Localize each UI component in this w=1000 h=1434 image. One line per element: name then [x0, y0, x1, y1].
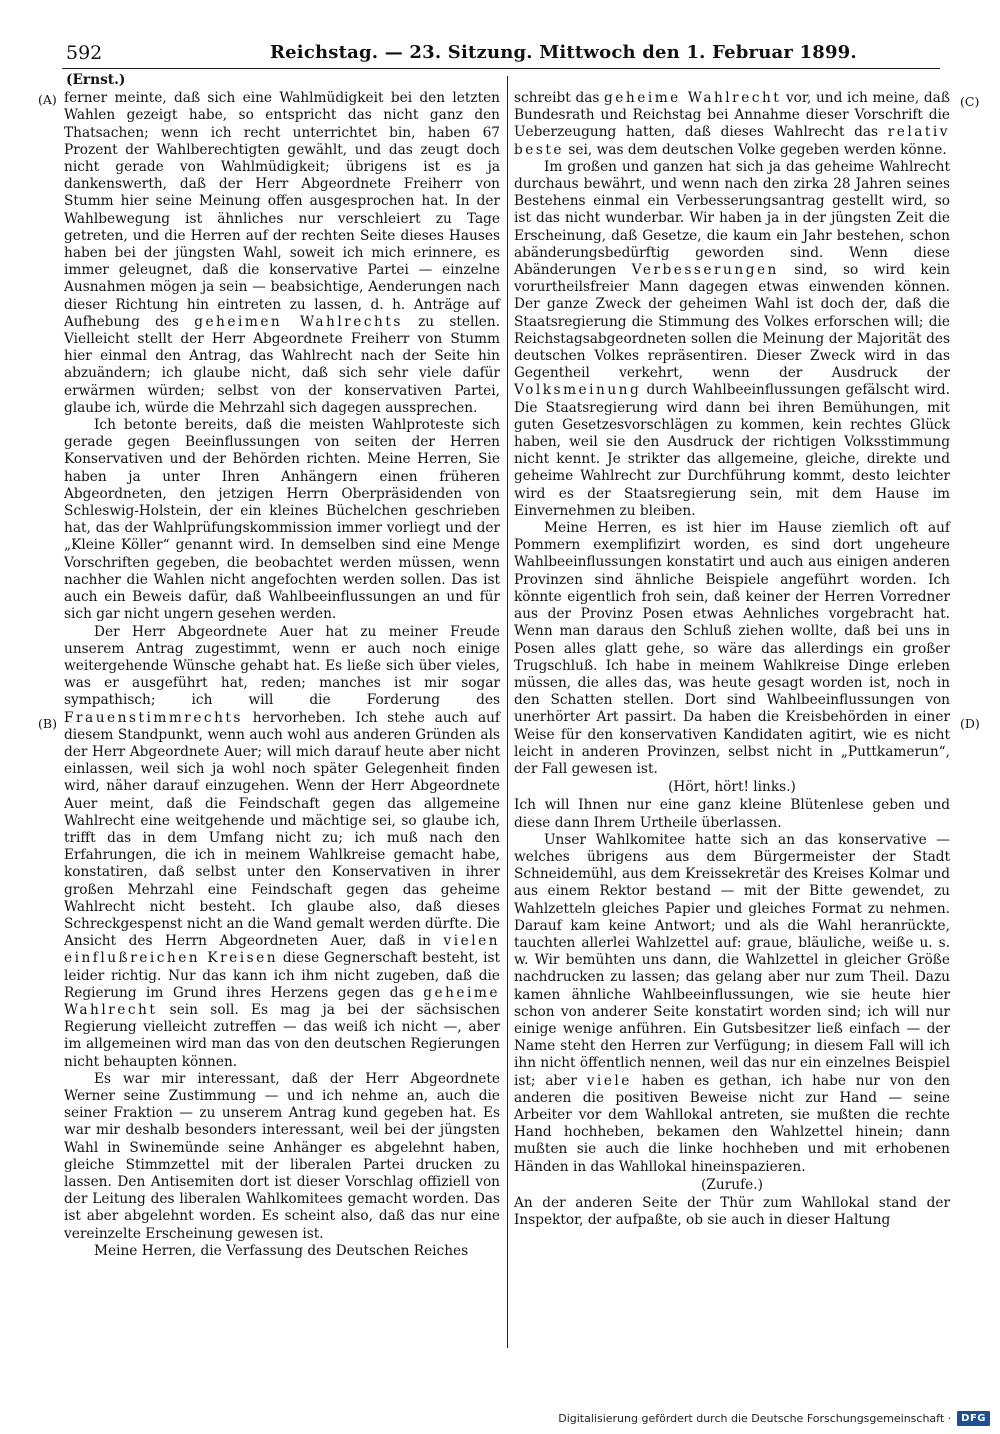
- column-divider: [507, 76, 508, 1348]
- spaced-emphasis: geheimen Wahlrechts: [194, 313, 403, 330]
- text-run: Der Herr Abgeordnete Auer hat zu meiner Freude unserem Antrag zugestimmt, wenn er auch noch einige weitergehende Wünsche gehabt hat. Es ließe sich über vieles, was er ausgeführt hat, reden; manches ist mir sogar sympathisch; ich will die Forderung des: [64, 623, 500, 709]
- interjection: (Hört, hört! links.): [668, 779, 796, 796]
- speaker-name: (Ernst.): [66, 72, 126, 88]
- page-number: 592: [66, 42, 103, 64]
- dfg-logo: DFG: [957, 1411, 990, 1426]
- paragraph: Meine Herren, es ist hier im Hause ziemlich oft auf Pommern exemplifizirt worden, es sind dort ungeheure Wahlbeeinflussungen konstatirt und auch aus einigen anderen Provinzen sind ähnliche Beispiele angeführt worden. Ich könnte eigentlich froh sein, daß keiner der Herren Vorredner aus der Provinz Posen etwas Aehnliches vorgebracht hat. Wenn man daraus den Schluß ziehen wollte, daß bei uns in Posen alles glatt gehe, so wäre das allerdings ein großer Trugschluß. Ich habe in meinem Wahlkreise Dinge erleben müssen, die alles das, was heute gesagt worden ist, noch in den Schatten stellen. Dort sind Wahlbeeinflussungen von unerhörter Art passirt. Da haben die Kreisbehörden in einer Weise für den konservativen Kandidaten agitirt, wie es nicht leicht in anderen Provinzen, selbst nicht in „Puttkamerun“, der Fall gewesen ist.: [514, 520, 950, 777]
- paragraph: An der anderen Seite der Thür zum Wahllokal stand der Inspektor, der aufpaßte, ob sie auch in dieser Haltung: [514, 1195, 950, 1229]
- text-run: zu stellen. Vielleicht stellt der Herr Abgeordnete Freiherr von Stumm hier einmal den Antrag, das Wahlrecht nach der Seite hin abzuändern; ich glaube nicht, daß sich sehr viele dafür erwärmen würden; selbst von der konservativen Partei, glaube ich, würde die Mehrzahl sich dagegen aussprechen.: [64, 313, 500, 416]
- running-title: Reichstag. — 23. Sitzung. Mittwoch den 1. Februar 1899.: [270, 42, 857, 63]
- interjection: (Zurufe.): [701, 1176, 763, 1193]
- paragraph: Meine Herren, die Verfassung des Deutschen Reiches: [94, 1242, 469, 1259]
- spaced-emphasis: Volksmeinung: [514, 382, 642, 399]
- paragraph: Es war mir interessant, daß der Herr Abgeordnete Werner seine Zustimmung — und ich nehme an, auch die seiner Fraktion — zu unserem Antrag kund gegeben hat. Es war mir deshalb besonders interessant, weil bei der jüngsten Wahl in Swinemünde seine Anhänger es abgelehnt haben, gleiche Stimmzettel mit der liberalen Partei drucken zu lassen. Den Antisemiten dort ist dieser Vorschlag offiziell von der Leitung des liberalen Wahlkomitees gemacht worden. Das ist aber abgelehnt worden. Es scheint also, daß das nur eine vereinzelte Erscheinung gewesen ist.: [64, 1070, 500, 1242]
- spaced-emphasis: relativ beste: [514, 124, 950, 158]
- paragraph: [514, 90, 950, 159]
- paragraph: [64, 624, 500, 1071]
- digitization-footer: [558, 1411, 990, 1426]
- text-run: Im großen und ganzen hat sich ja das geheime Wahlrecht durchaus bewährt, und wenn nach den zirka 28 Jahren seines Bestehens einmal ein Verbesserungsantrag gestellt wird, so ist das nicht wunderbar. Wir haben ja in der jüngsten Zeit die Erscheinung, daß Gesetze, die kaum ein Jahr bestehen, schon abänderungsbedürftig geworden sind. Wenn diese Abänderungen: [514, 158, 950, 279]
- spaced-emphasis: Frauenstimmrechts: [64, 709, 243, 726]
- margin-mark-a: (A): [38, 92, 57, 107]
- header-rule: [62, 68, 940, 69]
- spaced-emphasis: viele: [586, 1072, 632, 1089]
- text-run: durch Wahlbeeinflussungen gefälscht wird. Die Staatsregierung wird dann bei ihren Bemühungen, mit guten Gesetzesvorschlägen zu kommen, kein rechtes Glück haben, weil sie den Ausdruck der richtigen Volksstimmung nicht kennt. Je strikter das allgemeine, gleiche, direkte und geheime Wahlrecht zur Durchführung kommt, desto leichter wird es der Staatsregierung sein, mit dem Hause im Einvernehmen zu bleiben.: [514, 382, 950, 519]
- margin-mark-c: (C): [960, 94, 980, 109]
- paragraph: Ich will Ihnen nur eine ganz kleine Blütenlese geben und diese dann Ihrem Urtheile überlassen.: [514, 797, 950, 831]
- text-run: sein soll. Es mag ja bei der sächsischen Regierung vielleicht zutreffen — das weiß ich nicht —, aber im allgemeinen wird man das von den deutschen Regierungen nicht behaupten können.: [64, 1001, 500, 1070]
- right-column: [514, 90, 950, 1229]
- paragraph: [64, 90, 500, 417]
- text-run: haben es gethan, ich habe nur von den anderen die positiven Beweise nicht zur Hand — seine Arbeiter vor dem Wahllokal antreten, sie mußten die rechte Hand hochheben, bekamen den Wahlzettel hinein; dann mußten sie auch die linke hochheben und mit erhobenen Händen in das Wahllokal hineinspazieren.: [514, 1072, 950, 1175]
- spaced-emphasis: Verbesserungen: [631, 262, 779, 279]
- text-run: Unser Wahlkomitee hatte sich an das konservative — welches übrigens aus dem Bürgermeister der Stadt Schneidemühl, aus dem Kreissekretär des Kreises Kolmar und aus einem Rektor bestand — mit der Bitte gewendet, zu Wahlzetteln gleiches Papier und gleiches Format zu nehmen. Darauf kam keine Antwort; und als die Wahl heranrückte, tauchten allerlei Wahlzettel auf: graue, bläuliche, weiße u. s. w. Wir bemühten uns dann, die Wahlzettel in gleicher Größe nachdrucken zu lassen; das gelang aber nur zum Theil. Dazu kamen ähnliche Wahlbeeinflussungen, wie sie heute hier schon von anderer Seite konstatirt worden sind; ich will nur einige wenige anführen. Ein Gutsbesitzer ließ einfach — der Name steht den Herren zur Verfügung; in diesem Fall will ich ihn nicht öffentlich nennen, weil das nur ein einzelnes Beispiel ist; aber: [514, 831, 950, 1089]
- margin-mark-b: (B): [38, 716, 57, 731]
- spaced-emphasis: geheime Wahlrecht: [604, 90, 782, 106]
- text-run: ferner meinte, daß sich eine Wahlmüdigkeit bei den letzten Wahlen gezeigt habe, so entspricht das nicht ganz den Thatsachen; wenn ich recht unterrichtet bin, haben 67 Prozent der Wahlberechtigten gewählt, und das zeugt doch nicht gerade von Wahlmüdigkeit; übrigens ist es ja dankenswerth, daß der Herr Abgeordnete Freiherr von Stumm hier seine Meinung offen ausgesprochen hat. In der Wahlbewegung ist ähnliches nur verschleiert zu Tage getreten, und die Herren auf der rechten Seite dieses Hauses haben bei der jüngsten Wahl, soweit ich mich erinnere, es immer geleugnet, daß die konservative Partei — einzelne Ausnahmen mögen ja sein — beabsichtige, Aenderungen nach dieser Richtung hin eintreten zu lassen, d. h. Anträge auf Aufhebung des: [64, 90, 500, 330]
- text-run: schreibt das: [514, 90, 600, 106]
- spaced-emphasis: vielen einflußreichen Kreisen: [64, 933, 500, 967]
- text-run: sei, was dem deutschen Volke gegeben werden könne.: [568, 141, 947, 158]
- paragraph: Ich betonte bereits, daß die meisten Wahlproteste sich gerade gegen Beeinflussungen von seiten der Herren Konservativen und der Behörden richten. Meine Herren, Sie haben ja unter Ihren Anhängern einen früheren Abgeordneten, den jetzigen Herrn Oberpräsidenden von Schleswig-Holstein, der ein kleines Büchelchen geschrieben hat, das der Wahlprüfungskommission immer vorliegt und der „Kleine Köller“ genannt wird. In demselben sind eine Menge Vorschriften gegeben, die beobachtet werden müssen, wenn nachher die Wahlen nicht angefochten werden sollen. Das ist auch ein Beweis dafür, daß Wahlbeeinflussungen an und für sich gar nicht ungern gesehen werden.: [64, 417, 500, 623]
- text-run: vor, und ich meine, daß Bundesrath und Reichstag bei Annahme dieser Vorschrift die Ueberzeugung hatten, daß dieses Wahlrecht das: [514, 90, 950, 141]
- paragraph: [514, 159, 950, 520]
- left-column: [64, 72, 500, 1260]
- margin-mark-d: (D): [960, 716, 980, 731]
- text-run: diese Gegnerschaft besteht, ist leider richtig. Nur das kann ich ihm nicht zugeben, daß die Regierung im Grund ihres Herzens gegen das: [64, 950, 500, 1001]
- text-run: sind, so wird kein vorurtheilsfreier Mann dagegen etwas einwenden können. Der ganze Zweck der geheimen Wahl ist doch der, daß die Staatsregierung die Stimmung des Volkes erforschen will; die Reichstagsabgeordneten sollen die Meinung der Majorität des deutschen Volkes repräsentiren. Dieser Zweck wird in das Gegentheil verkehrt, wenn der Ausdruck der: [514, 262, 950, 382]
- spaced-emphasis: geheime Wahlrecht: [64, 984, 500, 1018]
- footer-text: Digitalisierung gefördert durch die Deutsche Forschungsgemeinschaft ·: [558, 1412, 952, 1425]
- text-run: hervorheben. Ich stehe auch auf diesem Standpunkt, wenn auch wohl aus anderen Gründen als der Herr Abgeordnete Auer; will mich darauf heute aber nicht einlassen, weil sich ja wohl noch später Gelegenheit finden wird, näher darauf einzugehen. Wenn der Herr Abgeordnete Auer meint, daß die Feindschaft gegen das allgemeine Wahlrecht eine weitgehende und mächtige sei, so glaube ich, trifft das in dem Umfang nicht zu; ich muß nach den Erfahrungen, die ich in meinem Wahlkreise gemacht habe, konstatiren, daß selbst unter den Konservativen in ihrer großen Mehrzahl eine Feindschaft gegen das geheime Wahlrecht nicht besteht. Ich glaube also, daß dieses Schreckgespenst nicht an die Wand gemalt werden dürfte. Die Ansicht des Herrn Abgeordneten Auer, daß in: [64, 709, 500, 950]
- paragraph: [514, 832, 950, 1176]
